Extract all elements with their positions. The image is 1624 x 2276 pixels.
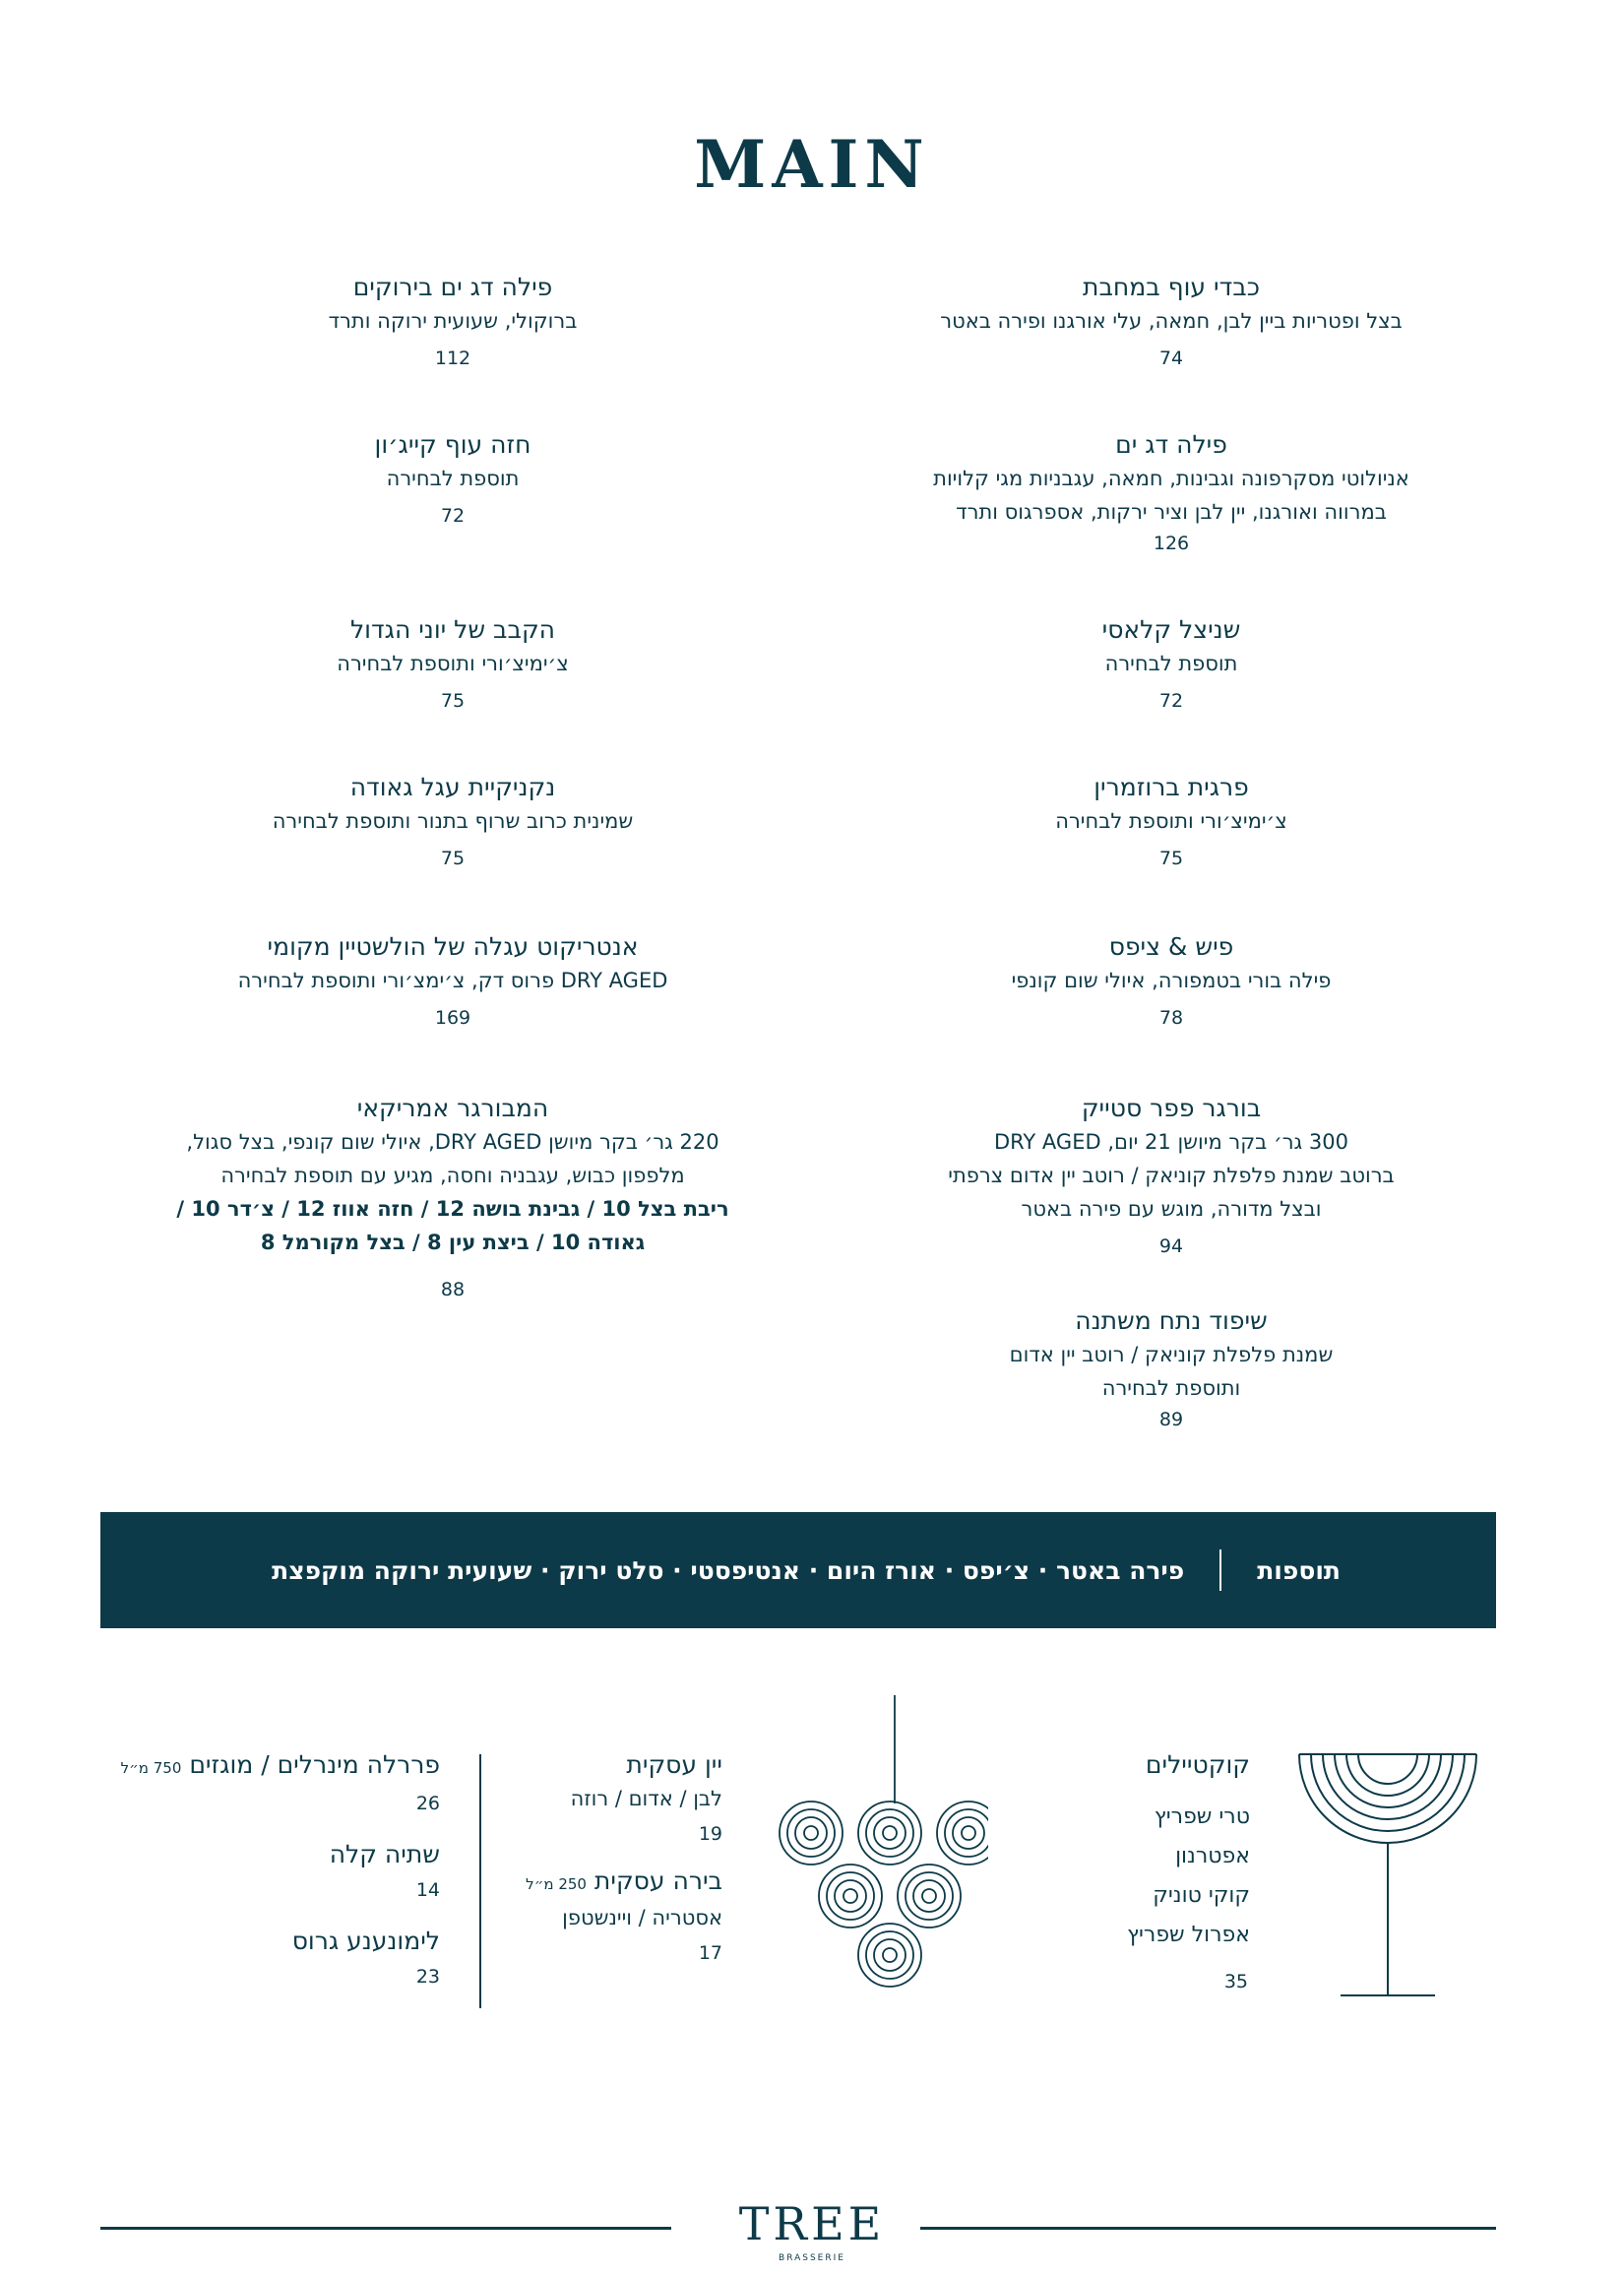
dish-price: 74 — [1158, 348, 1184, 369]
dish-name: פילה דג ים בירוקים — [352, 273, 553, 301]
dish-price: 72 — [1158, 690, 1184, 712]
dish-extras-line: גאודה 10 / ביצת עין 8 / בצל מקורמל 8 — [260, 1231, 646, 1254]
footer-line-right — [920, 2227, 1496, 2230]
drinks-divider — [479, 1754, 481, 2008]
menu-item — [128, 271, 778, 373]
dish-description-line: תוספת לבחירה — [386, 467, 520, 490]
cocktail-item: אפרול שפריץ — [1127, 1923, 1250, 1947]
cocktail-item: קוקי טוניק — [1153, 1883, 1250, 1908]
dish-price: 126 — [1153, 533, 1190, 554]
dish-description-line: אניולוטי מסקרפונה וגבינות, חמאה, עגבניות מגי קלויות — [933, 467, 1409, 490]
dish-description-line: תוספת לבחירה — [1104, 652, 1238, 675]
menu-item — [846, 271, 1496, 373]
cocktails-list — [994, 1798, 1250, 1955]
wine-beer-section — [467, 1748, 722, 1968]
dish-description — [846, 804, 1496, 838]
cocktails-section — [994, 1748, 1250, 1996]
cocktail-item: אפטרנון — [1175, 1844, 1250, 1868]
dish-description-line: צ׳ימיצ׳ורי ותוספת לבחירה — [337, 652, 569, 675]
dish-description-line: ברוקולי, שעועית ירוקה ותרד — [328, 309, 578, 333]
wine-price: 19 — [698, 1823, 722, 1845]
dish-description-line: שמינית כרוב שרוף בתנור ותוספת לבחירה — [272, 809, 634, 833]
dish-price: 94 — [1158, 1235, 1184, 1257]
beer-description: אסטריה / ויינשטפן — [562, 1906, 722, 1929]
dish-description — [128, 304, 778, 338]
dish-description — [846, 1338, 1496, 1405]
soft-drink-title: שתיה קלה — [329, 1840, 440, 1868]
beer-price: 17 — [698, 1942, 722, 1964]
dish-name: פילה דג ים — [1115, 430, 1227, 459]
dish-description-line: פילה בורי בטמפורה, איולי שום קונפי — [1011, 969, 1332, 992]
soft-drink-title: פררלה מינרלים / מוגזים — [189, 1750, 440, 1779]
menu-item — [846, 1092, 1496, 1261]
footer-line-left — [100, 2227, 671, 2230]
beer-size: 250 מ״ל — [526, 1875, 587, 1893]
banner-divider — [1219, 1549, 1221, 1591]
menu-item — [128, 428, 778, 531]
dish-description — [846, 647, 1496, 680]
menu-item — [128, 1092, 778, 1304]
dish-description-line: שמנת פלפלת קוניאק / רוטב יין אדום — [1009, 1343, 1334, 1366]
menu-item — [846, 1304, 1496, 1434]
dish-description — [128, 804, 778, 838]
dish-price: 72 — [440, 505, 466, 527]
menu-item — [846, 771, 1496, 873]
soft-drink-title-row — [86, 1748, 440, 1785]
dish-description-line: 220 גר׳ בקר מיושן DRY AGED, איולי שום קונפי, בצל סגול, — [186, 1130, 719, 1154]
menu-item — [846, 930, 1496, 1033]
dish-name: חזה עוף קייג׳ון — [374, 430, 531, 459]
dish-description — [846, 304, 1496, 338]
dish-description-line: במרווה ואורגנו, יין לבן וציר ירקות, אספרגוס ותרד — [956, 500, 1387, 524]
soft-drink-price: 26 — [415, 1793, 440, 1814]
dish-name: הקבב של יוני הגדול — [349, 615, 556, 644]
dish-description-line: ובצל מדורה, מוגש עם פירה באטר — [1021, 1197, 1322, 1221]
beer-title: בירה עסקית — [593, 1866, 722, 1895]
dish-name: המבורגר אמריקאי — [356, 1094, 549, 1122]
dish-description-line: ותוספת לבחירה — [1101, 1376, 1241, 1400]
dish-price: 88 — [440, 1279, 466, 1300]
dish-price: 75 — [440, 690, 466, 712]
dish-description-line: ברוטב שמנת פלפלת קוניאק / רוטב יין אדום צרפתי — [948, 1164, 1395, 1187]
dish-price: 112 — [434, 348, 471, 369]
dish-name: שיפוד נתח משתנה — [1075, 1306, 1268, 1335]
brand-subtitle: BRASSERIE — [779, 2253, 845, 2263]
dish-description-line: DRY AGED פרוס דק, צ׳ימצ׳ורי ותוספת לבחירה — [237, 969, 668, 992]
soft-drink-price: 14 — [415, 1879, 440, 1901]
cocktails-title: קוקטיילים — [1145, 1750, 1250, 1779]
wine-description: לבן / אדום / רוזה — [570, 1787, 722, 1810]
dish-description — [846, 1125, 1496, 1226]
dish-description — [128, 462, 778, 495]
dish-description — [846, 462, 1496, 529]
soft-drink-title: לימונענע גרוס — [291, 1927, 440, 1955]
dish-name: בורגר פפר סטייק — [1081, 1094, 1262, 1122]
menu-item — [846, 428, 1496, 558]
dish-price: 75 — [1158, 848, 1184, 869]
sides-list: פירה באטר · צ׳יפס · אורז היום · אנטיפסטי · סלט ירוק · שעועית ירוקה מוקפצת — [272, 1555, 1185, 1585]
menu-item — [128, 930, 778, 1033]
cocktail-item: טרי שפריץ — [1154, 1804, 1250, 1829]
dish-name: שניצל קלאסי — [1101, 615, 1241, 644]
soft-drinks-section — [86, 1748, 440, 1992]
dish-description — [128, 1125, 778, 1259]
cocktail-glass-icon — [1289, 1744, 1486, 2012]
page-title: MAIN — [694, 126, 930, 203]
dish-name: כבדי עוף במחבת — [1083, 273, 1260, 301]
dish-price: 75 — [440, 848, 466, 869]
dish-name: נקניקיית עגל גאודה — [349, 773, 556, 801]
menu-item — [128, 771, 778, 873]
dish-price: 89 — [1158, 1409, 1184, 1430]
dish-extras-line: ריבת בצל 10 / גבינת בושה 12 / חזה אווז 12 / צ׳דר 10 / — [176, 1197, 729, 1221]
menu-item — [128, 613, 778, 716]
wine-title: יין עסקית — [626, 1750, 722, 1779]
dish-description — [846, 964, 1496, 997]
brand-logo: TREE — [738, 2197, 886, 2250]
dish-name: פרגית ברוזמרין — [1093, 773, 1249, 801]
dish-description — [128, 964, 778, 997]
dish-description-line: מלפפון כבוש, עגבניה וחסה, מגיע עם תוספת לבחירה — [220, 1164, 685, 1187]
dish-description-line: בצל ופטריות ביין לבן, חמאה, עלי אורגנו ופירה באטר — [940, 309, 1403, 333]
sides-title: תוספות — [1257, 1555, 1341, 1585]
cocktails-price: 35 — [1223, 1971, 1248, 1992]
dish-price: 169 — [434, 1007, 471, 1029]
dish-description-line: צ׳ימיצ׳ורי ותוספת לבחירה — [1055, 809, 1287, 833]
soft-drink-price: 23 — [415, 1966, 440, 1988]
soft-drink-size: 750 מ״ל — [120, 1759, 182, 1777]
menu-item — [846, 613, 1496, 716]
beer-title-row — [467, 1865, 722, 1901]
dish-description-line: 300 גר׳ בקר מיושן 21 יום, DRY AGED — [994, 1130, 1348, 1154]
dish-name: אנטריקוט עגלה של הולשטיין מקומי — [267, 932, 639, 961]
dish-price: 78 — [1158, 1007, 1184, 1029]
grapes-icon — [772, 1695, 988, 1991]
dish-description — [128, 647, 778, 680]
dish-name: פיש & ציפס — [1108, 932, 1234, 961]
sides-banner — [100, 1512, 1496, 1628]
